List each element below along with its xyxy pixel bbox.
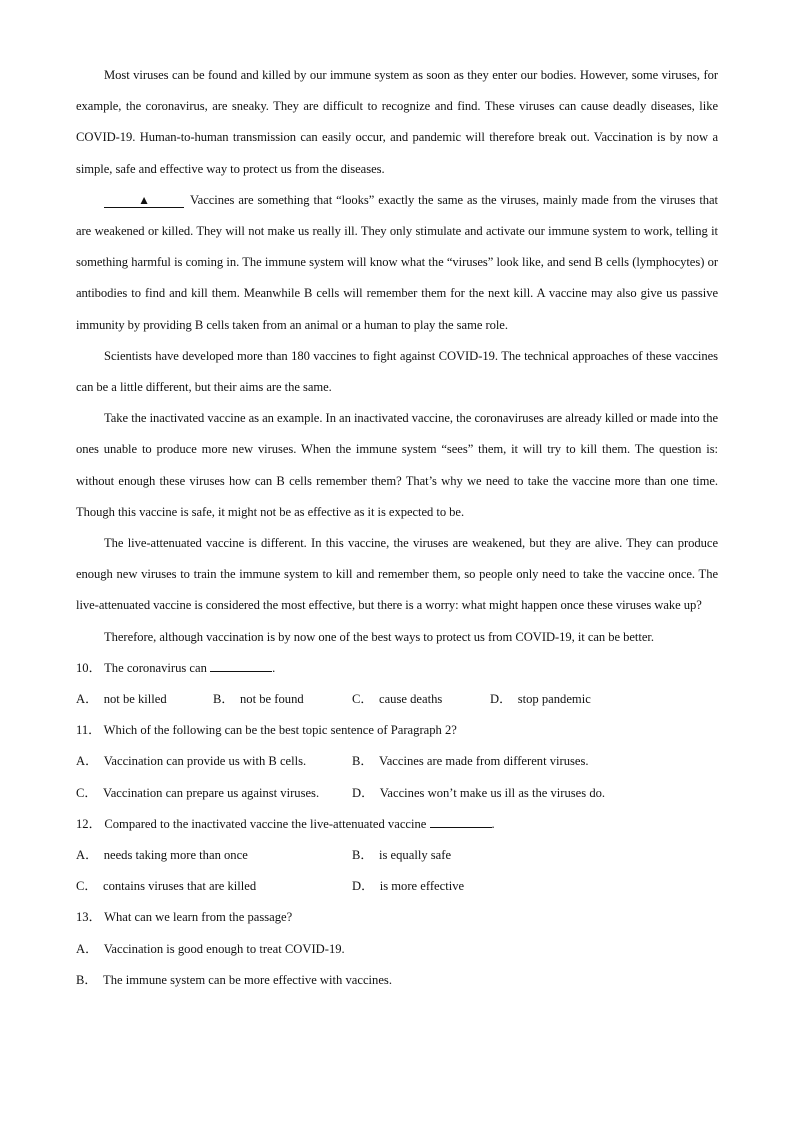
question-stem-text: What can we learn from the passage? (104, 910, 293, 925)
option-b[interactable] (352, 746, 589, 777)
option-label: A． (76, 848, 98, 863)
question-13-stem (76, 902, 718, 933)
passage-paragraph-2-text: Vaccines are something that “looks” exactly the same as the viruses, mainly made from the viruses that are weakened or killed. They will not make us really ill. They only stimulate and activate our immune system to work, telling it something harmful is coming in. The immune system will know what the “viruses” look like, and send B cells (lymphocytes) or antibodies to find and kill them. Meanwhile B cells will remember them for the next kill. A vaccine may also give us passive immunity by providing B cells taken from an animal or a human to play the same role. (76, 192, 718, 332)
option-a[interactable] (76, 934, 345, 965)
question-number: 11． (76, 723, 101, 738)
question-13-option-b-row (76, 965, 718, 996)
option-text: is equally safe (379, 848, 452, 863)
option-text: not be killed (103, 692, 167, 707)
option-label: A． (76, 941, 98, 956)
passage-paragraph-3: Scientists have developed more than 180 vaccines to fight against COVID-19. The technical approaches of these vaccines can be a little different, but their aims are the same. (76, 348, 718, 395)
option-label: C． (76, 879, 97, 894)
option-label: A． (76, 754, 98, 769)
question-stem-text: Compared to the inactivated vaccine the live-attenuated vaccine (104, 816, 427, 831)
stem-punctuation: . (272, 660, 276, 675)
option-text: is more effective (379, 879, 465, 894)
passage-paragraph-6: Therefore, although vaccination is by now one of the best ways to protect us from COVID-19, it can be better. (104, 629, 654, 644)
question-11-options-row-2 (76, 778, 718, 809)
option-label: C． (76, 785, 97, 800)
passage-paragraph-2 (76, 185, 718, 341)
option-text: Vaccines won’t make us ill as the viruses do. (379, 785, 606, 800)
option-d[interactable] (352, 778, 605, 809)
option-label: B． (352, 848, 373, 863)
option-text: Vaccination can prepare us against viruses. (103, 785, 320, 800)
question-number: 10． (76, 660, 102, 675)
option-a[interactable] (76, 684, 167, 715)
option-text: Vaccination can provide us with B cells. (103, 754, 307, 769)
option-text: not be found (240, 692, 304, 707)
passage-paragraph-5: The live-attenuated vaccine is different. In this vaccine, the viruses are weakened, but they are alive. They can produce enough new viruses to train the immune system to kill and remember them, so people only need to take the vaccine once. The live-attenuated vaccine is considered the most effective, but there is a worry: what might happen once these viruses wake up? (76, 536, 718, 613)
option-b[interactable] (352, 840, 451, 871)
option-label: B． (213, 692, 234, 707)
option-label: D． (490, 692, 512, 707)
option-b[interactable] (76, 965, 392, 996)
option-text: Vaccines are made from different viruses. (379, 754, 589, 769)
option-text: Vaccination is good enough to treat COVID-19. (103, 941, 345, 956)
option-c[interactable] (352, 684, 442, 715)
question-number: 12． (76, 816, 102, 831)
stem-punctuation: . (491, 816, 495, 831)
exam-page (76, 60, 718, 996)
option-d[interactable] (352, 871, 464, 902)
question-stem-text: Which of the following can be the best topic sentence of Paragraph 2? (103, 723, 457, 738)
option-text: contains viruses that are killed (103, 879, 257, 894)
topic-sentence-blank: ▲ (104, 193, 184, 208)
option-text: The immune system can be more effective with vaccines. (103, 972, 392, 987)
answer-blank (430, 815, 492, 828)
option-label: D． (352, 879, 374, 894)
option-d[interactable] (490, 684, 591, 715)
option-a[interactable] (76, 746, 306, 777)
option-c[interactable] (76, 778, 319, 809)
question-10-stem (76, 653, 718, 684)
passage-paragraph-4: Take the inactivated vaccine as an example. In an inactivated vaccine, the coronaviruses are already killed or made into the ones unable to produce more new viruses. When the immune system “sees” them, it will try to kill them. The question is: without enough these viruses how can B cells remember them? That’s why we need to take the vaccine more than one time. Though this vaccine is safe, it might not be as effective as it is expected to be. (76, 411, 718, 519)
option-label: D． (352, 785, 374, 800)
option-c[interactable] (76, 871, 256, 902)
option-text: cause deaths (379, 692, 443, 707)
option-label: B． (352, 754, 373, 769)
option-text: stop pandemic (517, 692, 591, 707)
question-number: 13． (76, 910, 102, 925)
question-12-options-row-2 (76, 871, 718, 902)
question-11-stem (76, 715, 718, 746)
question-11-options-row-1 (76, 746, 718, 777)
option-b[interactable] (213, 684, 304, 715)
question-12-options-row-1 (76, 840, 718, 871)
option-a[interactable] (76, 840, 248, 871)
option-label: C． (352, 692, 373, 707)
option-label: B． (76, 972, 97, 987)
question-13-option-a-row (76, 934, 718, 965)
answer-blank (210, 659, 272, 672)
question-12-stem (76, 809, 718, 840)
passage-paragraph-1: Most viruses can be found and killed by our immune system as soon as they enter our bodies. However, some viruses, for example, the coronavirus, are sneaky. They are difficult to recognize and find. These viruses can cause deadly diseases, like COVID-19. Human-to-human transmission can easily occur, and pandemic will therefore break out. Vaccination is by now a simple, safe and effective way to protect us from the diseases. (76, 68, 718, 176)
question-stem-text: The coronavirus can (104, 660, 207, 675)
option-text: needs taking more than once (103, 848, 248, 863)
question-10-options (76, 684, 718, 715)
option-label: A． (76, 692, 98, 707)
